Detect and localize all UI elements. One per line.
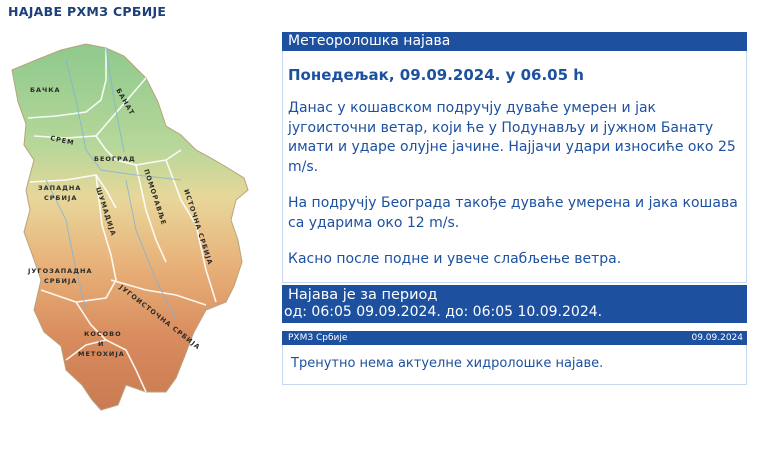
hydro-date: 09.09.2024 (691, 333, 743, 343)
site-title: НАЈАВЕ РХМЗ СРБИЈЕ (8, 4, 167, 19)
region-label-zapadna-1: ЗАПАДНА (38, 184, 82, 192)
region-label-kosovo-3: МЕТОХИЈА (78, 350, 125, 358)
region-label-banat: БАНАТ (114, 87, 137, 117)
serbia-regions-map (6, 40, 268, 440)
hydro-message: Тренутно нема актуелне хидролошке најаве. (291, 356, 604, 371)
region-label-pomoravlje: ПОМОРАВЉЕ (142, 168, 168, 227)
hydro-header-bar (282, 331, 747, 345)
region-label-istocna: ИСТОЧНА СРБИЈА (182, 188, 215, 267)
region-label-backa: БАЧКА (30, 86, 61, 94)
period-range: од: 06:05 09.09.2024. до: 06:05 10.09.2024. (284, 304, 603, 320)
forecast-box (282, 51, 747, 283)
region-label-beograd: БЕОГРАД (94, 155, 136, 163)
hydro-box (282, 345, 747, 385)
forecast-paragraph-1: Данас у кошавском подручју дуваће умерен и јак југоисточни ветар, који ће у Подунављу и јужном Банату имати и ударе олујне јачине. Најјачи удари износиће око 25 m/s. (288, 100, 736, 175)
region-label-zapadna-2: СРБИЈА (44, 194, 78, 202)
map-svg (6, 40, 268, 440)
forecast-paragraph-3: Касно после подне и увече слабљење ветра. (288, 251, 622, 267)
forecast-title-bar: Метеоролошка најава (282, 32, 747, 51)
forecast-paragraph-2: На подручју Београда такође дуваће умерена и јака кошава са ударима око 12 m/s. (288, 195, 738, 231)
region-label-kosovo-1: КОСОВО (84, 330, 122, 338)
region-label-jugoistocna: ЈУГОИСТОЧНА СРБИЈА (117, 283, 202, 352)
region-label-sumadija: ШУМАДИЈА (94, 186, 118, 238)
period-bar (282, 285, 747, 323)
region-label-jugozapadna-1: ЈУГОЗАПАДНА (28, 267, 93, 275)
region-label-srem: СРЕМ (49, 134, 76, 148)
region-label-kosovo-2: И (98, 340, 105, 348)
period-title: Најава је за период (288, 287, 438, 303)
region-label-jugozapadna-2: СРБИЈА (44, 277, 78, 285)
serbia-outline (12, 44, 248, 410)
hydro-source: РХМЗ Србије (288, 333, 348, 343)
forecast-date: Понедељак, 09.09.2024. у 06.05 h (288, 66, 584, 84)
